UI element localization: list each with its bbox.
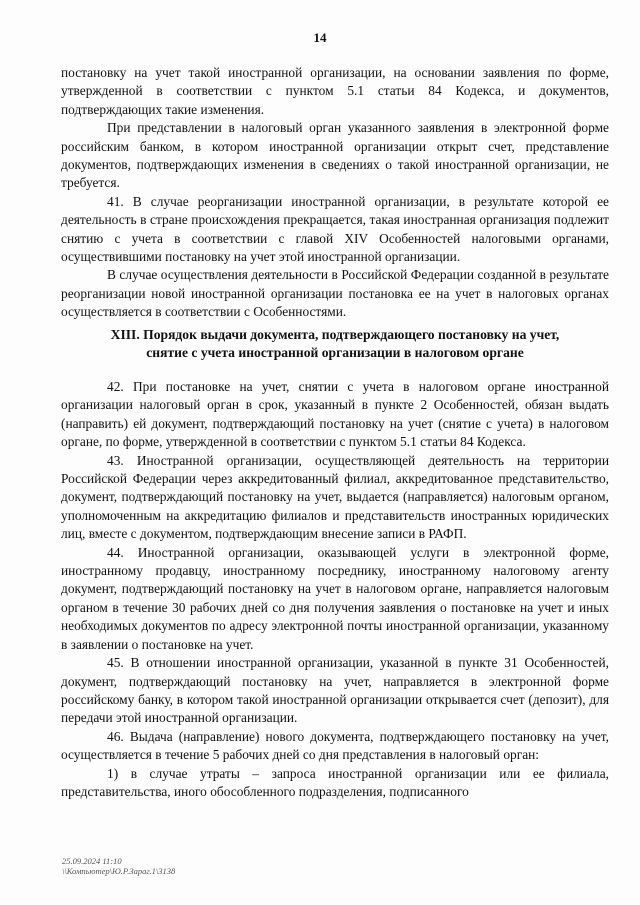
section-heading bbox=[61, 326, 609, 363]
footer-timestamp: 25.09.2024 11:10 bbox=[62, 856, 122, 866]
paragraph: При представлении в налоговый орган указанного заявления в электронной форме российским банком, в котором иностранной организации открыт счет, представление документов, подтверждающих изменения в сведениях о такой иностранной организации, не требуется. bbox=[61, 120, 609, 191]
paragraph-46: 46. Выдача (направление) нового документа, подтверждающего постановку на учет, осуществляется в течение 5 рабочих дней со дня представления в налоговый орган: bbox=[61, 728, 609, 763]
paragraph-42: 42. При постановке на учет, снятии с учета в налоговом органе иностранной организации налоговый орган в срок, указанный в пункте 2 Особенностей, обязан выдать (направить) ей документ, подтверждающий постановку на учет (снятие с учета) в налоговом органе, по форме, утвержденной в соответствии с пунктом 5.1 статьи 84 Кодекса. bbox=[61, 379, 609, 450]
paragraph-45: 45. В отношении иностранной организации, указанной в пункте 31 Особенностей, документ, подтверждающий постановку на учет, направляется в электронной форме российскому банку, в котором такой иностранной организации открывается счет (депозит), для передачи этой иностранной организации. bbox=[61, 655, 609, 726]
paragraph-43: 43. Иностранной организации, осуществляющей деятельность на территории Российской Федерации через аккредитованный филиал, аккредитованное представительство, документ, подтверждающий постановку на учет, выдается (направляется) налоговым органом, уполномоченным на аккредитацию филиалов и представительств иностранных юридических лиц, вместе с документом, подтверждающим внесение записи в РАФП. bbox=[61, 452, 609, 542]
body-text-top bbox=[61, 64, 609, 322]
paragraph-46-item-1: 1) в случае утраты – запроса иностранной организации или ее филиала, представительства, иного обособленного подразделения, подписанного bbox=[61, 765, 609, 799]
page-number: 14 bbox=[313, 30, 327, 45]
footer-path: \\Компьютер\Ю.Р.Зараг.1\3138 bbox=[62, 866, 176, 876]
section-heading-line: снятие с учета иностранной организации в налоговом органе bbox=[146, 345, 524, 361]
body-text-bottom bbox=[61, 378, 609, 801]
footer-stamp bbox=[62, 856, 175, 876]
paragraph-44: 44. Иностранной организации, оказывающей услуги в электронной форме, иностранному продавцу, иностранному посреднику, иностранному налоговому агенту документ, подтверждающий постановку на учет в налоговом органе, направляется налоговым органом в течение 30 рабочих дней со дня получения заявления о постановке на учет и иных необходимых документов по адресу электронной почты иностранной организации, указанному в заявлении о постановке на учет. bbox=[61, 544, 609, 652]
paragraph: постановку на учет такой иностранной организации, на основании заявления по форме, утвержденной в соответствии с пунктом 5.1 статьи 84 Кодекса, и документов, подтверждающих такие изменения. bbox=[61, 65, 609, 117]
section-heading-line: XIII. Порядок выдачи документа, подтверждающего постановку на учет, bbox=[110, 327, 560, 342]
paragraph: В случае осуществления деятельности в Российской Федерации созданной в результате реорганизации новой иностранной организации постановка ее на учет в налоговых органах осуществляется в соответствии с Особенностями. bbox=[61, 267, 609, 320]
paragraph-41: 41. В случае реорганизации иностранной организации, в результате которой ее деятельность в стране происхождения прекращается, такая иностранная организация подлежит снятию с учета в соответствии с главой XIV Особенностей налоговыми органами, осуществившими постановку на учет этой иностранной организации. bbox=[61, 193, 609, 265]
